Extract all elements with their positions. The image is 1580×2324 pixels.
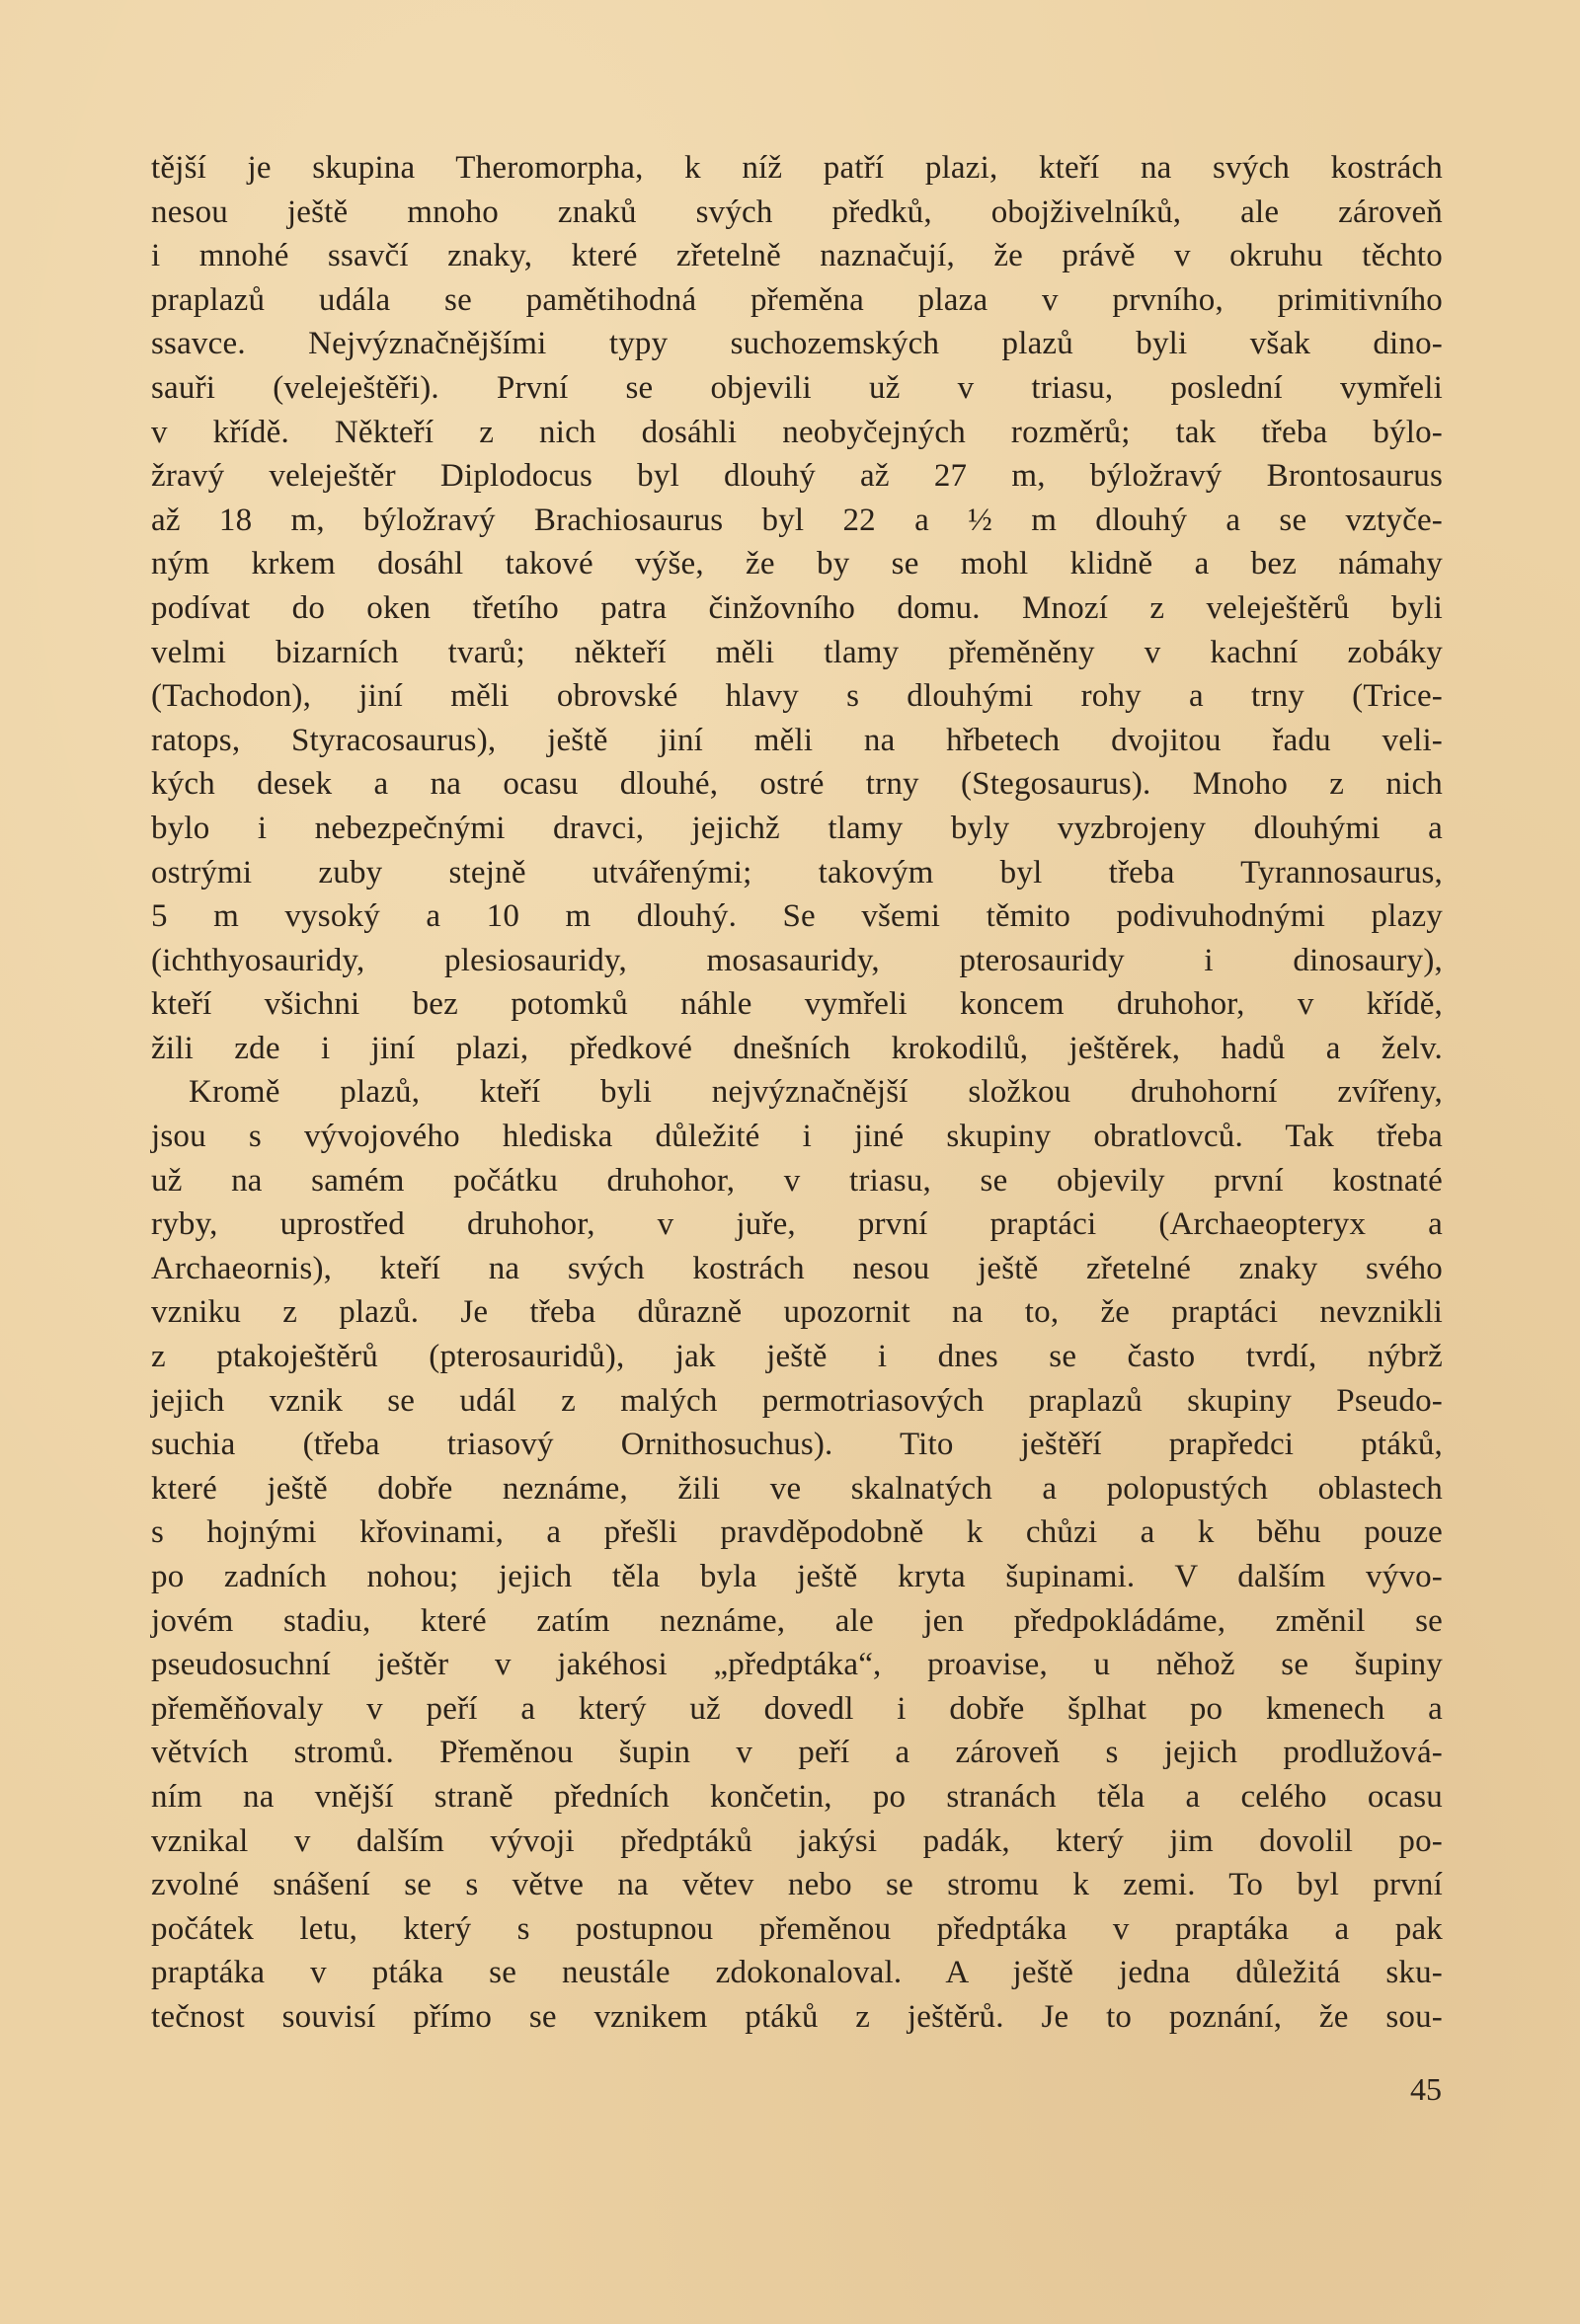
text-line: suchia (třeba triasový Ornithosuchus). Tito ještěří prapředci ptáků, bbox=[151, 1427, 1443, 1463]
text-line: žravý veleještěr Diplodocus byl dlouhý až 27 m, býložravý Brontosaurus bbox=[151, 458, 1443, 495]
text-line: ratops, Styracosaurus), ještě jiní měli na hřbetech dvojitou řadu veli- bbox=[151, 722, 1443, 758]
body-text bbox=[151, 146, 1443, 2040]
text-line: (ichthyosauridy, plesiosauridy, mosasauridy, pterosauridy i dinosaury), bbox=[151, 942, 1443, 978]
text-line: jovém stadiu, které zatím neznáme, ale jen předpokládáme, změnil se bbox=[151, 1602, 1443, 1639]
text-line: po zadních nohou; jejich těla byla ještě kryta šupinami. V dalším vývo- bbox=[151, 1559, 1443, 1594]
text-line: 5 m vysoký a 10 m dlouhý. Se všemi těmito podivuhodnými plazy bbox=[151, 898, 1443, 935]
text-line: vznikal v dalším vývoji předptáků jakýsi padák, který jim dovolil po- bbox=[151, 1822, 1443, 1859]
text-line: Archaeornis), kteří na svých kostrách nesou ještě zřetelné znaky svého bbox=[151, 1250, 1443, 1286]
text-line: (Tachodon), jiní měli obrovské hlavy s dlouhými rohy a trny (Trice- bbox=[151, 678, 1443, 715]
text-line: ostrými zuby stejně utvářenými; takovým byl třeba Tyrannosaurus, bbox=[151, 854, 1443, 891]
text-line: kteří všichni bez potomků náhle vymřeli koncem druhohor, v křídě, bbox=[151, 986, 1443, 1023]
text-line: které ještě dobře neznáme, žili ve skalnatých a polopustých oblastech bbox=[151, 1470, 1443, 1507]
text-line: ním na vnější straně předních končetin, po stranách těla a celého ocasu bbox=[151, 1778, 1443, 1815]
text-line: tečnost souvisí přímo se vznikem ptáků z ještěrů. Je to poznání, že sou- bbox=[151, 1998, 1443, 2035]
text-line: sauři (veleještěři). První se objevili už v triasu, poslední vymřeli bbox=[151, 369, 1443, 406]
text-line: v křídě. Někteří z nich dosáhli neobyčejných rozměrů; tak třeba býlo- bbox=[151, 414, 1443, 450]
text-line: větvích stromů. Přeměnou šupin v peří a zároveň s jejich prodlužová- bbox=[151, 1735, 1443, 1771]
text-line: praplazů udála se pamětihodná přeměna plaza v prvního, primitivního bbox=[151, 281, 1443, 318]
text-line: bylo i nebezpečnými dravci, jejichž tlamy byly vyzbrojeny dlouhými a bbox=[151, 810, 1443, 846]
text-line: nesou ještě mnoho znaků svých předků, obojživelníků, ale zároveň bbox=[151, 194, 1443, 230]
text-line: ným krkem dosáhl takové výše, že by se mohl klidně a bez námahy bbox=[151, 546, 1443, 582]
text-line: kých desek a na ocasu dlouhé, ostré trny (Stegosaurus). Mnoho z nich bbox=[151, 766, 1443, 803]
text-line: počátek letu, který s postupnou přeměnou předptáka v praptáka a pak bbox=[151, 1910, 1443, 1947]
text-line: tější je skupina Theromorpha, k níž patří plazi, kteří na svých kostrách bbox=[151, 150, 1443, 186]
text-line: velmi bizarních tvarů; někteří měli tlamy přeměněny v kachní zobáky bbox=[151, 634, 1443, 670]
paragraph bbox=[151, 1070, 1443, 2039]
text-line: i mnohé ssavčí znaky, které zřetelně naznačují, že právě v okruhu těchto bbox=[151, 238, 1443, 274]
text-line: vzniku z plazů. Je třeba důrazně upozornit na to, že praptáci nevznikli bbox=[151, 1294, 1443, 1331]
text-line: s hojnými křovinami, a přešli pravděpodobně k chůzi a k běhu pouze bbox=[151, 1514, 1443, 1551]
text-line: až 18 m, býložravý Brachiosaurus byl 22 a ½ m dlouhý a se vztyče- bbox=[151, 502, 1443, 538]
text-line: ssavce. Nejvýznačnějšími typy suchozemských plazů byli však dino- bbox=[151, 326, 1443, 362]
text-line: z ptakoještěrů (pterosauridů), jak ještě i dnes se často tvrdí, nýbrž bbox=[151, 1339, 1443, 1375]
paragraph bbox=[151, 146, 1443, 1070]
text-line: podívat do oken třetího patra činžovního domu. Mnozí z veleještěrů byli bbox=[151, 589, 1443, 626]
text-line: Kromě plazů, kteří byli nejvýznačnější složkou druhohorní zvířeny, bbox=[189, 1074, 1443, 1111]
text-line: ryby, uprostřed druhohor, v juře, první praptáci (Archaeopteryx a bbox=[151, 1206, 1443, 1243]
text-line: přeměňovaly v peří a který už dovedl i dobře šplhat po kmenech a bbox=[151, 1690, 1443, 1727]
text-line: zvolné snášení se s větve na větev nebo se stromu k zemi. To byl první bbox=[151, 1867, 1443, 1903]
text-line: žili zde i jiní plazi, předkové dnešních krokodilů, ještěrek, hadů a želv. bbox=[151, 1030, 1443, 1066]
text-line: jejich vznik se udál z malých permotriasových praplazů skupiny Pseudo- bbox=[151, 1382, 1443, 1419]
text-line: jsou s vývojového hlediska důležité i jiné skupiny obratlovců. Tak třeba bbox=[151, 1119, 1443, 1155]
page-number: 45 bbox=[1410, 2071, 1442, 2107]
text-line: pseudosuchní ještěr v jakéhosi „předptáka“, proavise, u něhož se šupiny bbox=[151, 1647, 1443, 1683]
text-line: už na samém počátku druhohor, v triasu, se objevily první kostnaté bbox=[151, 1162, 1443, 1199]
text-line: praptáka v ptáka se neustále zdokonaloval. A ještě jedna důležitá sku- bbox=[151, 1955, 1443, 1991]
